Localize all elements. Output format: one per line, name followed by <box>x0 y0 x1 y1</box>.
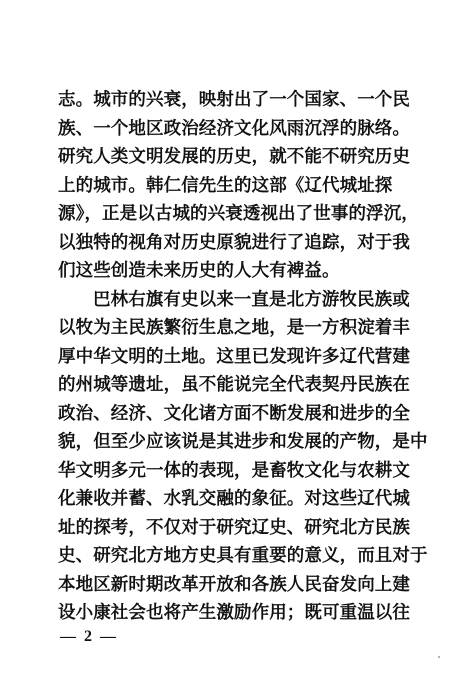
text-line: 源》，正是以古城的兴衰透视出了世事的浮沉， <box>58 204 419 224</box>
text-line: 设小康社会也将产生激励作用；既可重温以往 <box>58 603 410 623</box>
text-line: 以独特的视角对历史原貌进行了追踪，对于我 <box>58 232 410 253</box>
text-line: 以牧为主民族繁衍生息之地，是一方积淀着丰 <box>58 318 410 338</box>
text-line: 华文明多元一体的表现，是畜牧文化与农耕文 <box>58 460 410 481</box>
text-line: 址的探考，不仅对于研究辽史、研究北方民族 <box>58 517 410 538</box>
text-line: 政治、经济、文化诸方面不断发展和进步的全 <box>58 403 410 424</box>
text-line: 化兼收并蓄、水乳交融的象征。对这些辽代城 <box>58 489 410 509</box>
page-number: — 2 — <box>60 628 118 645</box>
paragraph-first-line: 巴林右旗有史以来一直是北方游牧民族或 <box>93 289 410 310</box>
text-line: 貌，但至少应该说是其进步和发展的产物，是中 <box>58 432 428 452</box>
text-line: 研究人类文明发展的历史，就不能不研究历史 <box>58 147 410 167</box>
text-line: 的州城等遗址，虽不能说完全代表契丹民族在 <box>58 375 410 395</box>
text-line: 们这些创造未来历史的人大有裨益。 <box>58 261 340 281</box>
scan-speck <box>438 656 440 658</box>
body-text <box>58 86 428 628</box>
text-line: 史、研究北方地方史具有重要的意义，而且对于 <box>58 546 428 566</box>
text-line: 志。城市的兴衰，映射出了一个国家、一个民 <box>58 90 410 110</box>
text-line: 本地区新时期改革开放和各族人民奋发向上建 <box>58 574 410 595</box>
text-line: 上的城市。韩仁信先生的这部《辽代城址探 <box>58 175 393 196</box>
text-line: 族、一个地区政治经济文化风雨沉浮的脉络。 <box>58 118 410 139</box>
text-line: 厚中华文明的土地。这里已发现许多辽代营建 <box>58 346 410 367</box>
